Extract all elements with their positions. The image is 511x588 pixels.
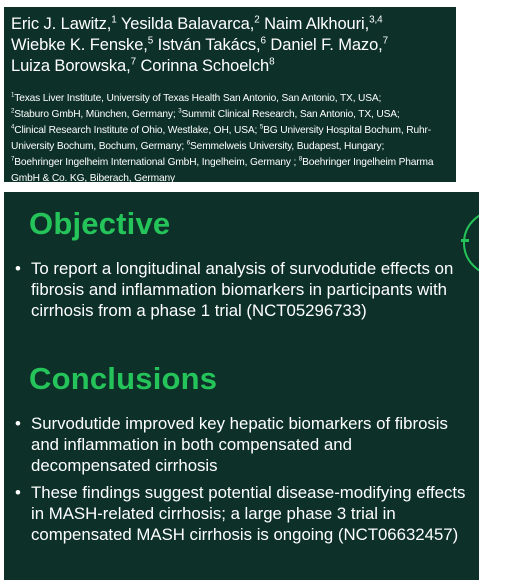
list-item bbox=[15, 258, 473, 321]
affiliation-text: Boehringer Ingelheim Pharma GmbH & Co. KG, Biberach, Germany bbox=[11, 157, 434, 184]
bullet-icon: • bbox=[15, 483, 21, 502]
author-affiliation-number: 2 bbox=[254, 14, 260, 26]
affiliation-number: 4 bbox=[11, 123, 15, 131]
author-name: Eric J. Lawitz, bbox=[11, 15, 112, 33]
objective-list bbox=[15, 258, 473, 327]
affiliation-number: 7 bbox=[11, 155, 15, 163]
affiliation-number: 3 bbox=[178, 107, 182, 115]
affiliation-number: 8 bbox=[298, 155, 303, 163]
affiliation-number: 6 bbox=[186, 139, 191, 147]
authors-panel bbox=[4, 7, 456, 182]
affiliations bbox=[11, 91, 451, 187]
author-affiliation-number: 5 bbox=[147, 35, 154, 47]
author-affiliation-number: 1 bbox=[111, 14, 117, 26]
conclusions-list bbox=[15, 413, 473, 551]
decorative-tick-icon bbox=[461, 239, 469, 242]
bullet-text: To report a longitudinal analysis of survodutide effects on fibrosis and inflammation biomarkers in participants with cirrhosis from a phase 1 trial (NCT05296733) bbox=[31, 259, 454, 320]
affiliation-number: 1 bbox=[11, 91, 15, 99]
affiliation-text: Summit Clinical Research, San Antonio, TX, USA; bbox=[181, 109, 400, 120]
author-name: István Takács, bbox=[157, 36, 261, 54]
author-name: Naim Alkhouri, bbox=[264, 15, 370, 33]
author-affiliation-number: 7 bbox=[382, 35, 389, 47]
author-affiliation-number: 8 bbox=[269, 56, 275, 68]
affiliation-text: Texas Liver Institute, University of Texas Health San Antonio, San Antonio, TX, USA; bbox=[14, 93, 382, 104]
author-affiliation-number: 3,4 bbox=[369, 14, 383, 26]
author-name: Corinna Schoelch bbox=[140, 57, 270, 75]
affiliation-number: 2 bbox=[11, 107, 15, 115]
author-name: Yesilda Balavarca, bbox=[120, 15, 255, 33]
author-affiliation-number: 6 bbox=[260, 35, 266, 47]
bullet-text: These findings suggest potential disease-modifying effects in MASH-related cirrhosis; a large phase 3 trial in compensated MASH cirrhosis is ongoing (NCT06632457) bbox=[31, 483, 466, 544]
author-name: Wiebke K. Fenske, bbox=[11, 36, 148, 54]
affiliation-text: Semmelweis University, Budapest, Hungary; bbox=[190, 141, 385, 152]
affiliation-text: BG University Hospital Bochum, Ruhr-University Bochum, Bochum, Germany; bbox=[11, 125, 431, 152]
conclusions-heading: Conclusions bbox=[29, 361, 218, 396]
bullet-icon: • bbox=[15, 259, 21, 278]
author-name: Luiza Borowska, bbox=[11, 57, 131, 75]
author-affiliation-number: 7 bbox=[130, 56, 136, 68]
bullet-text: Survodutide improved key hepatic biomarkers of fibrosis and inflammation in both compensated and decompensated cirrhosis bbox=[31, 414, 448, 475]
objective-heading: Objective bbox=[29, 206, 171, 241]
author-list bbox=[11, 14, 451, 77]
list-item bbox=[15, 482, 473, 545]
affiliation-text: Staburo GmbH, München, Germany; bbox=[14, 109, 179, 120]
affiliation-text: Boehringer Ingelheim International GmbH, Ingelheim, Germany ; bbox=[14, 157, 299, 168]
author-name: Daniel F. Mazo, bbox=[270, 36, 383, 54]
list-item bbox=[15, 413, 473, 476]
affiliation-number: 5 bbox=[259, 123, 264, 131]
summary-panel bbox=[4, 192, 479, 580]
affiliation-text: Clinical Research Institute of Ohio, Westlake, OH, USA; bbox=[14, 125, 260, 136]
bullet-icon: • bbox=[15, 414, 21, 433]
